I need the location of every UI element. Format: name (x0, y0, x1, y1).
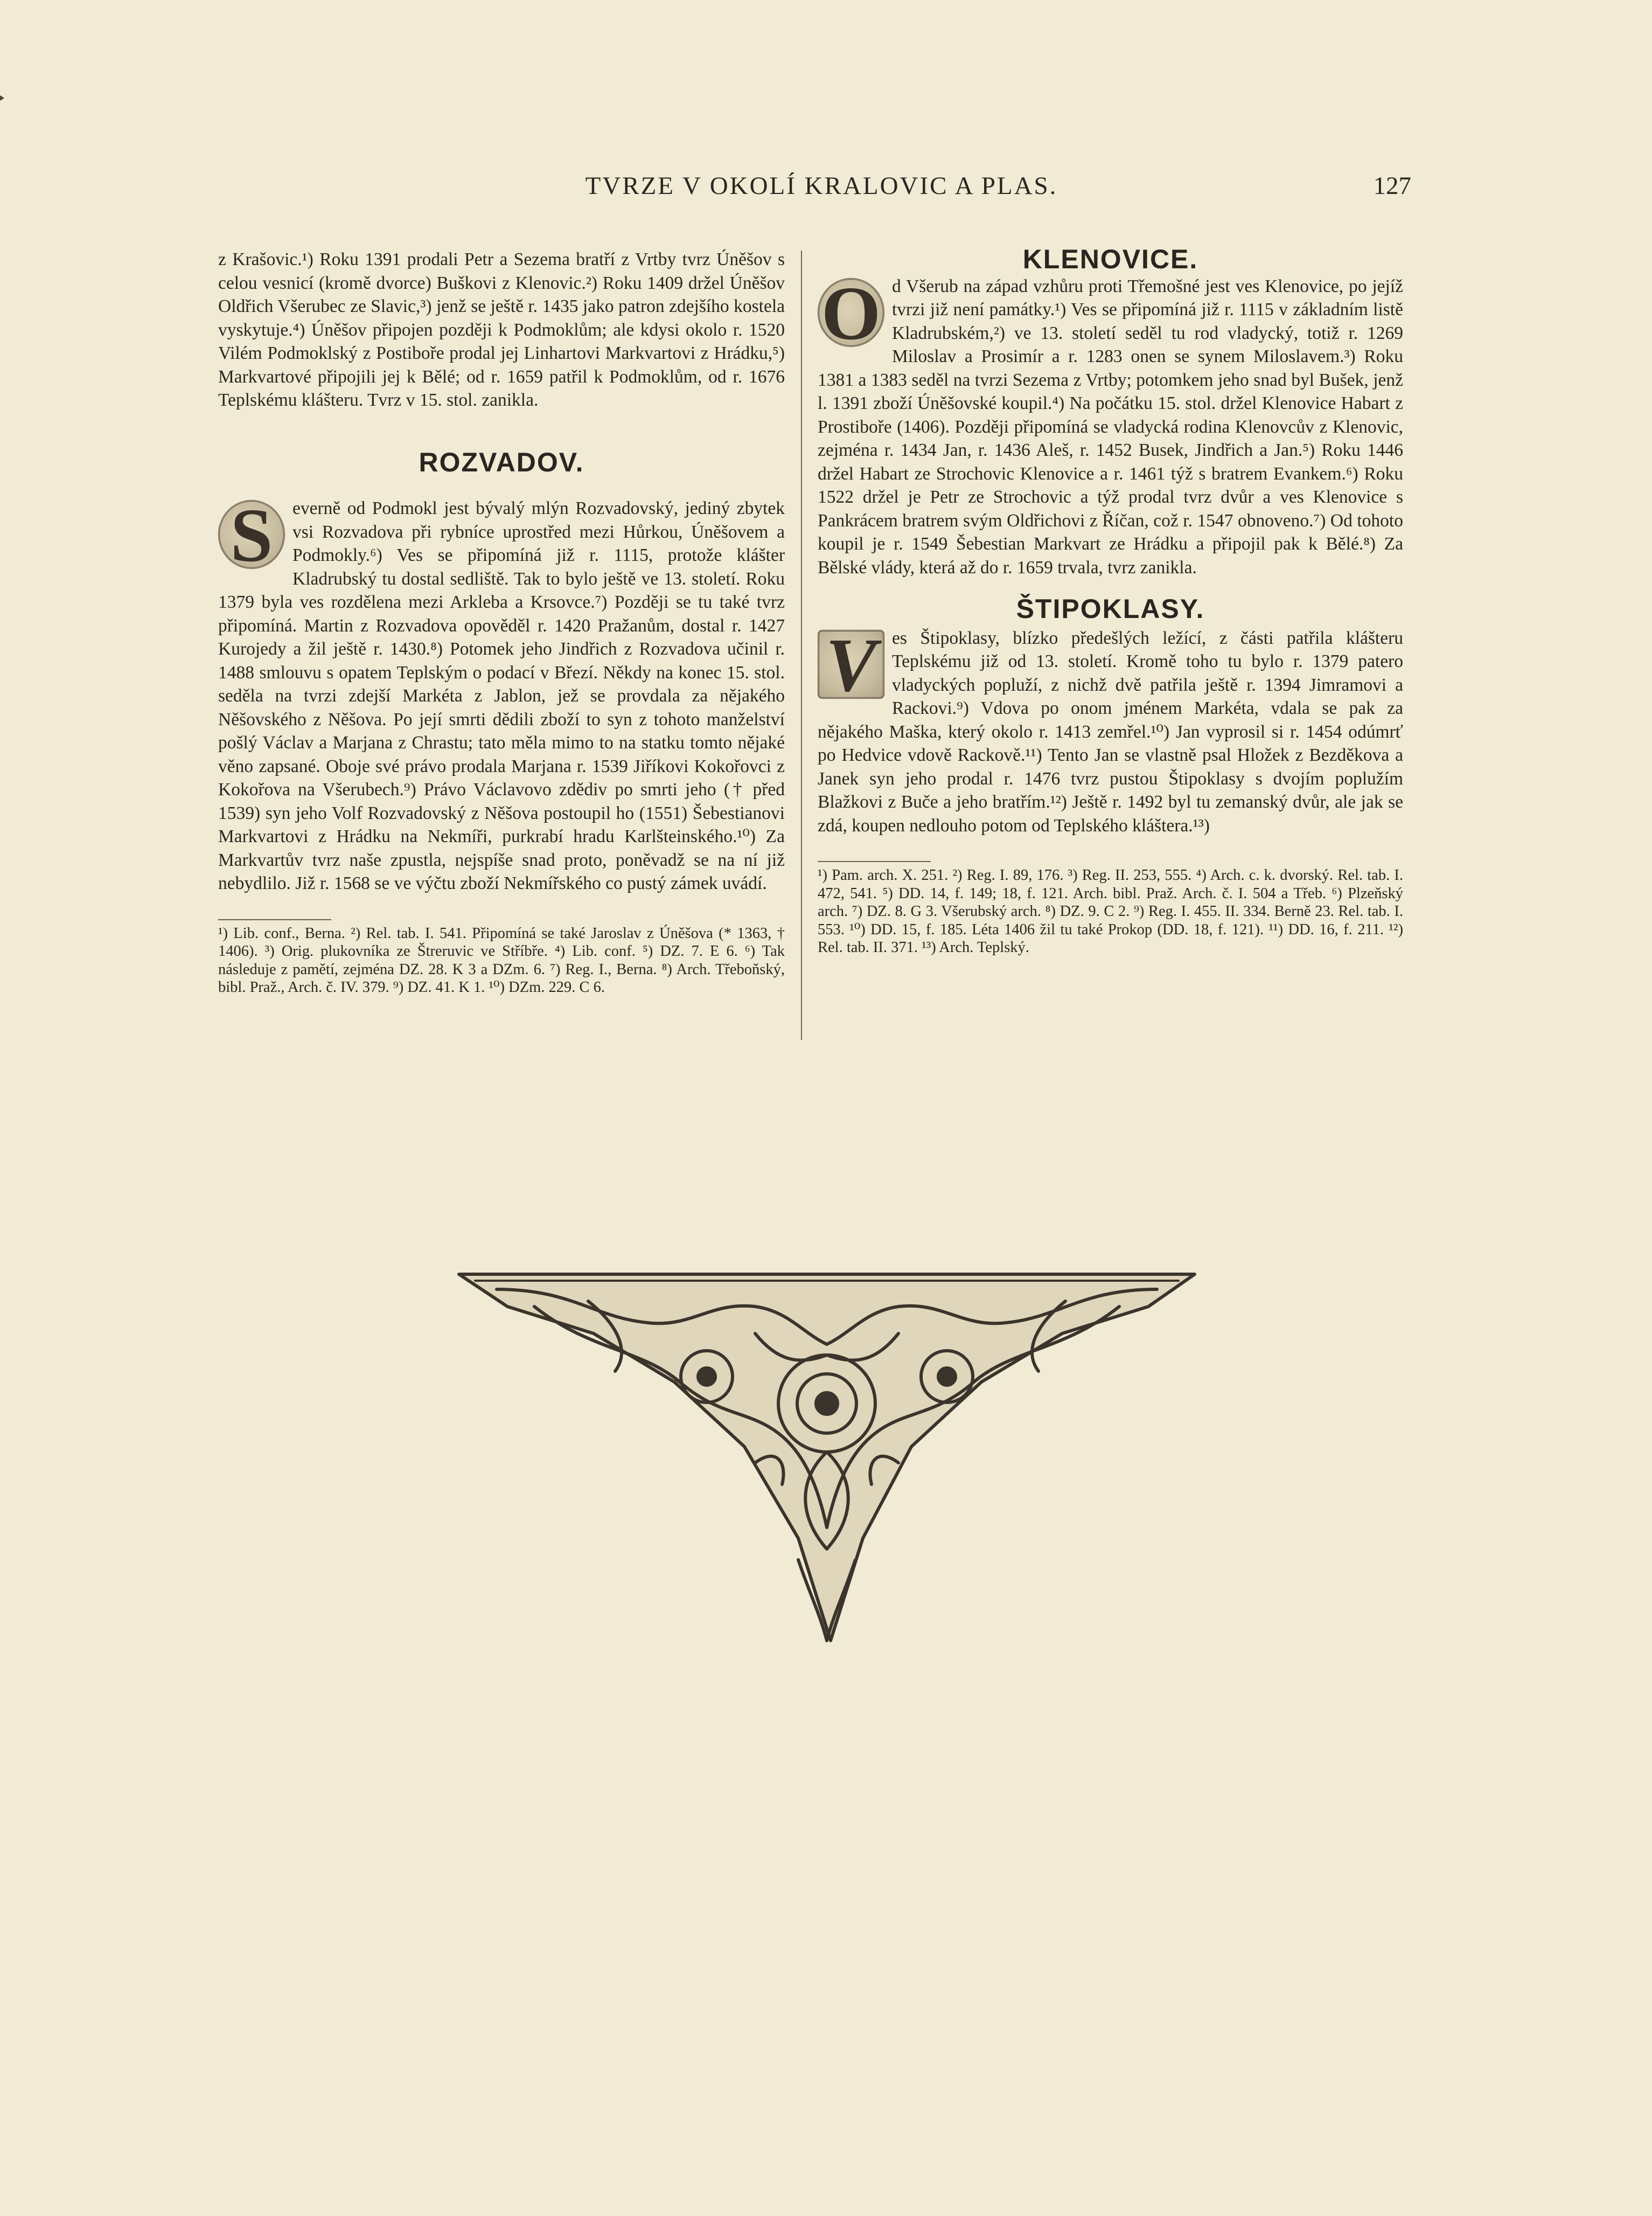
footnote-divider (218, 919, 331, 920)
page-number: 127 (1373, 172, 1411, 200)
section-title-klenovice: KLENOVICE. (1022, 244, 1198, 274)
dropcap-v: V (818, 630, 884, 699)
section-rozvadov (218, 492, 785, 895)
decorative-tailpiece-ornament (454, 1269, 1200, 1646)
column-divider (801, 251, 802, 1040)
intro-paragraph: z Krašovic.¹) Roku 1391 prodali Petr a Sezema bratří z Vrtby tvrz Úněšov s celou vesnicí (kromě dvorce) Buškovi z Klenovic.²) Roku 1409 držel Úněšov Oldřich Všerubec ze Slavic,³) jenž se ještě r. 1435 jako patron zdejšího kostela vyskytuje.⁴) Úněšov připojen později k Podmoklům; ale kdysi okolo r. 1520 Vilém Podmoklský z Postiboře prodal jej Linhartovi Markvartovi z Hrádku,⁵) Markvartové připojili jej k Bělé; od r. 1659 patřil k Podmoklům, od r. 1676 Teplskému klášteru. Tvrz v 15. stol. zanikla. (218, 249, 785, 410)
left-column (218, 248, 785, 997)
dropcap-s: S (218, 500, 285, 569)
section-klenovice (818, 270, 1403, 580)
klenovice-paragraph: d Všerub na západ vzhůru proti Třemošné jest ves Klenovice, po jejíž tvrzi již není památky.¹) Ves se připomíná již r. 1115 v základním listě Kladrubském,²) ve 13. století seděl tu rod vladycký, totiž r. 1269 Miloslav a Prosimír a r. 1283 onen se synem Miloslavem.³) Roku 1381 a 1383 seděl na tvrzi Sezema z Vrtby; potomkem jeho snad byl Bušek, jenž l. 1391 zboží Úněšovské koupil.⁴) Na počátku 15. stol. držel Klenovice Habart z Prostiboře (1406). Později připomíná se vladycká rodina Klenovcův z Klenovic, zejména r. 1434 Jan, r. 1436 Aleš, r. 1452 Busek, Jindřich a Jan.⁵) Roku 1446 držel Habart ze Strochovic Klenovice a r. 1461 týž s bratrem Evankem.⁶) Roku 1522 držel je Petr ze Strochovic a týž prodal tvrz dvůr a ves Klenovice s Pankrácem bratrem svým Oldřichovi z Říčan, což r. 1547 obnoveno.⁷) Od tohoto koupil je r. 1549 Šebestian Markvart ze Hrádku a připojil pak k Bělé.⁸) Za Bělské vlády, která až do r. 1659 trvala, tvrz zanikla. (818, 276, 1403, 578)
footnotes-left: ¹) Lib. conf., Berna. ²) Rel. tab. I. 541. Připomíná se také Jaroslav z Úněšova (* 1363, † 1406). ³) Orig. plukovníka ze Štreruvic ve Stříbře. ⁴) Lib. conf. ⁵) DZ. 7. E 6. ⁶) Tak následuje z pamětí, zejména DZ. 28. K 3 a DZm. 6. ⁷) Reg. I., Berna. ⁸) Arch. Třeboňský, bibl. Praž., Arch. č. IV. 379. ⁹) DZ. 41. K 1. ¹⁰) DZm. 229. C 6. (218, 925, 785, 996)
section-stipoklasy (818, 622, 1403, 838)
binding-mark (0, 94, 5, 102)
section-title-rozvadov: ROZVADOV. (419, 447, 584, 477)
rozvadov-paragraph: everně od Podmokl jest bývalý mlýn Rozvadovský, jediný zbytek vsi Rozvadova při rybníce uprostřed mezi Hůrkou, Úněšovem a Podmokly.⁶) Ves se připomíná již r. 1115, protože klášter Kladrubský tu dostal sedliště. Tak to bylo ještě ve 13. století. Roku 1379 byla ves rozdělena mezi Arkleba a Krsovce.⁷) Později se tu také tvrz připomíná. Martin z Rozvadova opověděl r. 1420 Pražanům, dostal r. 1427 Kurojedy a žil ještě r. 1430.⁸) Potomek jeho Jindřich z Rozvadova učinil r. 1488 smlouvu s opatem Teplským o podací v Březí. Někdy na konec 15. stol. seděla na tvrzi zdejší Markéta z Jablon, jež se provdala za nějakého Něšovského z Něšova. Po její smrti dědili zboží to syn z tohoto manželství pošlý Václav a Marjana z Chrastu; tato měla mimo to na statku tomto nějaké věno zapsané. Oboje své právo prodala Marjana r. 1539 Jiříkovi Kokořovci z Kokořova na Všerubech.⁹) Právo Václavovo zdědiv po smrti jeho († před 1539) syn jeho Volf Rozvadovský z Něšova postoupil ho (1551) Šebestianovi Markvartovi z Hrádku na Nekmíři, purkrabí hradu Karlšteinského.¹⁰) Za Markvartův tvrz naše zpustla, nejspíše snad proto, poněvadž se na ní již nebydlilo. Již r. 1568 se ve výčtu zboží Nekmířského co pustý zámek uvádí. (218, 498, 785, 893)
right-column (818, 244, 1403, 957)
stipoklasy-paragraph: es Štipoklasy, blízko předešlých ležící, z části patřila klášteru Teplskému již od 13. století. Kromě toho tu bylo r. 1379 patero vladyckých popluží, z nichž dvě patřila ještě r. 1394 Jimramovi a Rackovi.⁹) Vdova po onom jménem Markéta, vdala se pak za nějakého Maška, který okolo r. 1413 zemřel.¹⁰) Jan vyprosil si r. 1454 odúmrť po Hedvice vdově Rackově.¹¹) Tento Jan se vlastně psal Hložek z Bezděkova a Janek syn jeho prodal r. 1476 tvrz pustou Štipoklasy s dvojím poplužím Blažkovi z Buče a jeho bratřím.¹²) Ještě r. 1492 byl tu zemanský dvůr, ale jak se zdá, koupen nedlouho potom od Teplského kláštera.¹³) (818, 628, 1403, 836)
dropcap-o: O (818, 278, 884, 347)
footnote-divider (818, 861, 931, 862)
running-title: TVRZE V OKOLÍ KRALOVIC A PLAS. (585, 172, 1058, 200)
section-title-stipoklasy: ŠTIPOKLASY. (1016, 594, 1205, 624)
footnotes-right: ¹) Pam. arch. X. 251. ²) Reg. I. 89, 176. ³) Reg. II. 253, 555. ⁴) Arch. c. k. dvorský. Rel. tab. I. 472, 541. ⁵) DD. 14, f. 149; 18, f. 121. Arch. bibl. Praž. Arch. č. I. 504 a Třeb. ⁶) Plzeňský arch. ⁷) DZ. 8. G 3. Všerubský arch. ⁸) DZ. 9. C 2. ⁹) Reg. I. 455. II. 334. Berně 23. Rel. tab. I. 553. ¹⁰) DD. 15, f. 185. Léta 1406 žil tu také Prokop (DD. 18, f. 121). ¹¹) DD. 16, f. 211. ¹²) Rel. tab. II. 371. ¹³) Arch. Teplský. (818, 867, 1403, 956)
